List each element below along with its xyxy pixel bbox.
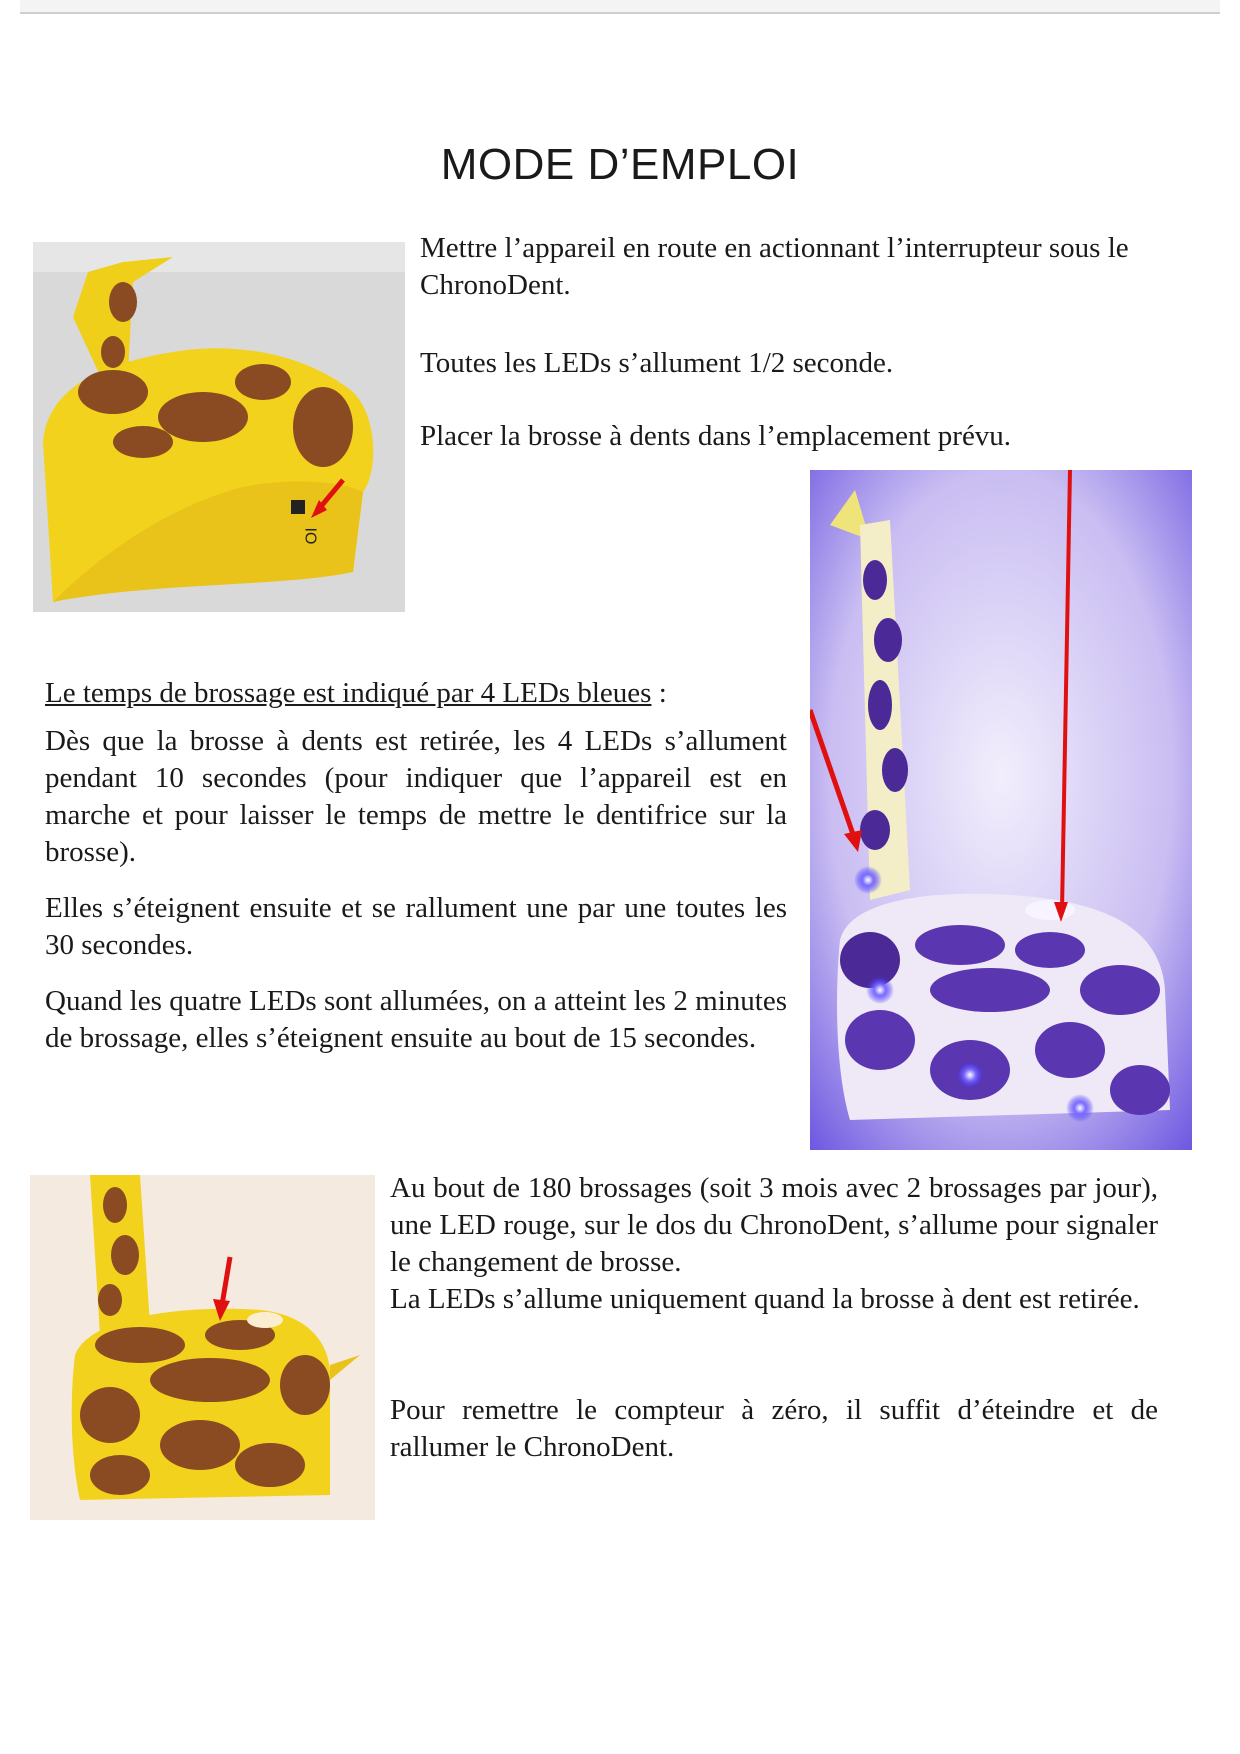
instruction-reset-counter: Pour remettre le compteur à zéro, il suffit d’éteindre et de rallumer le ChronoDent. — [390, 1394, 1158, 1463]
instruction-two-minutes: Quand les quatre LEDs sont allumées, on a atteint les 2 minutes de brossage, elles s’éteignent ensuite au bout de 15 secondes. — [45, 985, 787, 1054]
page-top-edge — [20, 0, 1220, 14]
photo-giraffe-red-led — [30, 1175, 375, 1520]
instruction-leds-every-30s: Elles s’éteignent ensuite et se rallument une par une toutes les 30 secondes. — [45, 892, 787, 961]
instruction-red-led: Au bout de 180 brossages (soit 3 mois avec 2 brossages par jour), une LED rouge, sur le dos du ChronoDent, s’allume pour signaler le changement de brosse. — [390, 1172, 1158, 1278]
instruction-leds-flash: Toutes les LEDs s’allument 1/2 seconde. — [420, 347, 894, 379]
instruction-brush-removed: Dès que la brosse à dents est retirée, les 4 LEDs s’allument pendant 10 secondes (pour indiquer que l’appareil est en marche et pour laisser le temps de mettre le dentifrice sur la brosse). — [45, 725, 787, 868]
instruction-red-led-when: La LEDs s’allume uniquement quand la brosse à dent est retirée. — [390, 1283, 1140, 1315]
switch-label: IO — [301, 527, 319, 545]
led-timing-heading-text: Le temps de brossage est indiqué par 4 LEDs bleues — [45, 677, 652, 709]
instruction-place-brush: Placer la brosse à dents dans l’emplacement prévu. — [420, 420, 1012, 452]
led-timing-heading — [45, 675, 815, 712]
photo-giraffe-underside — [33, 242, 405, 612]
led-timing-heading-colon: : — [651, 677, 667, 709]
page-title: MODE D’EMPLOI — [440, 140, 800, 189]
instruction-power-on: Mettre l’appareil en route en actionnant l’interrupteur sous le ChronoDent. — [420, 232, 1129, 301]
photo-giraffe-blue-leds — [810, 470, 1192, 1150]
